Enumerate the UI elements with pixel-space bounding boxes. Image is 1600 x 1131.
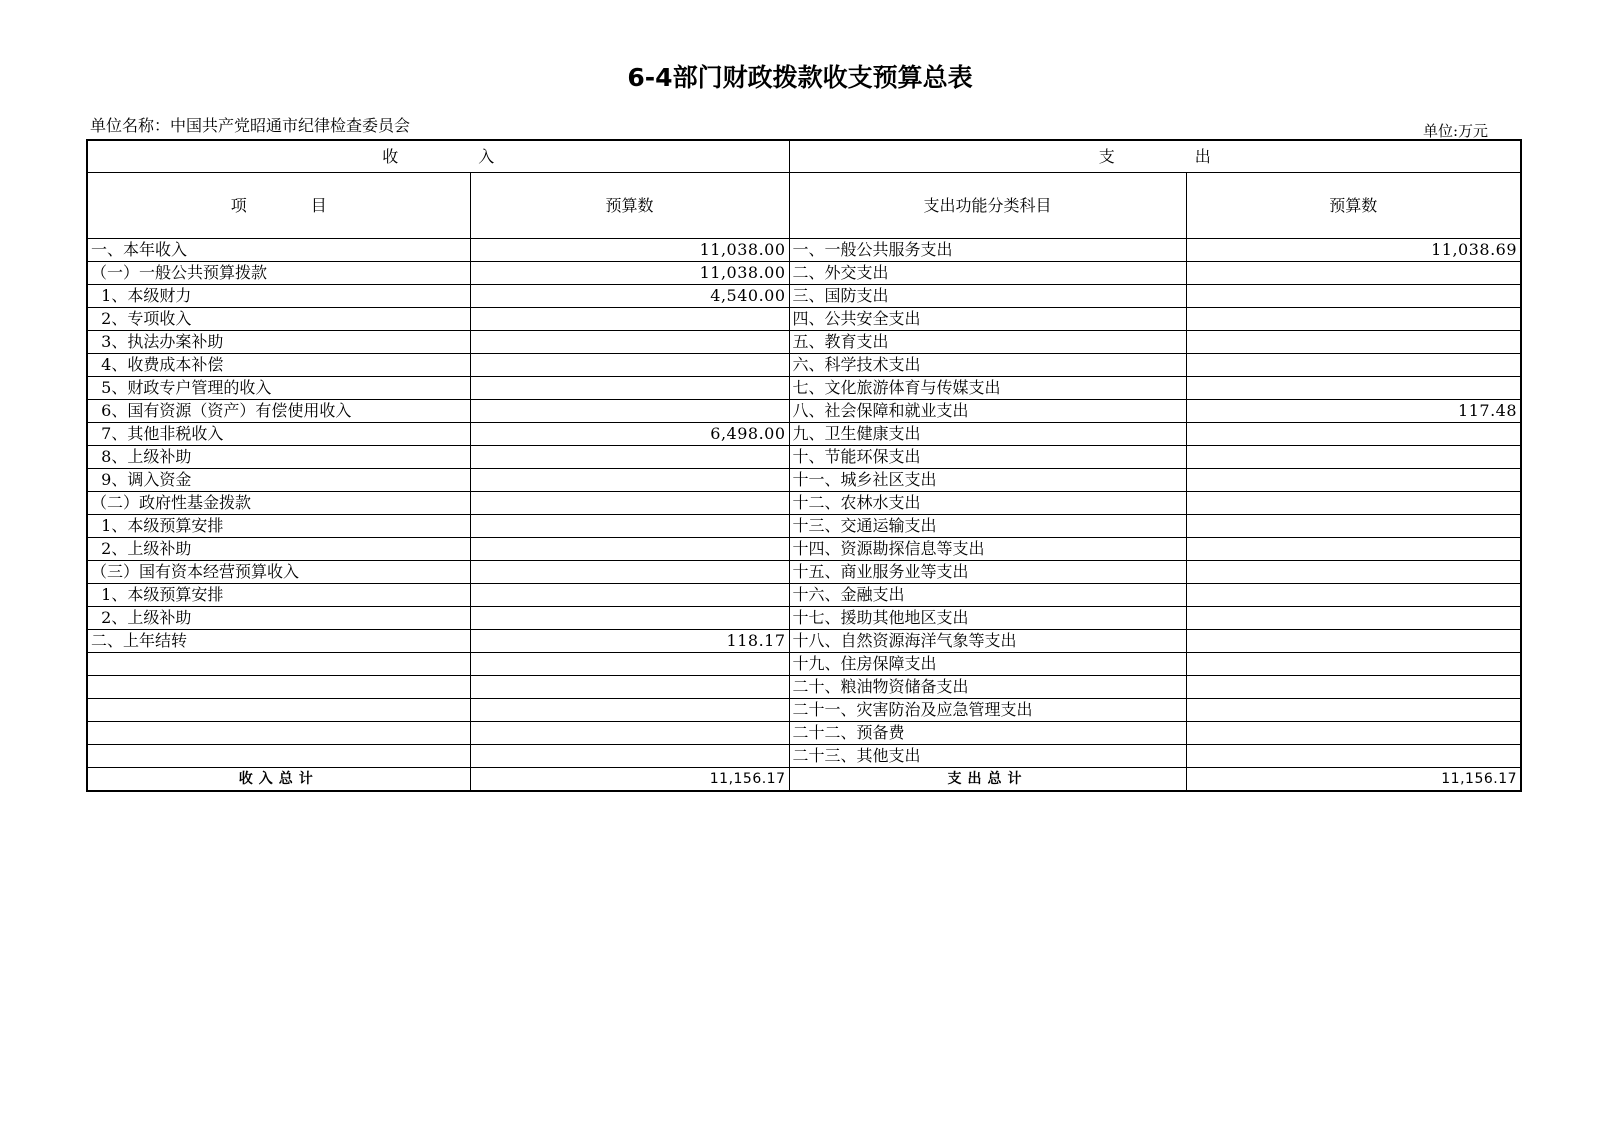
income-value-cell [470,722,789,745]
expense-value-cell [1186,745,1521,768]
header-row-columns [87,173,1521,239]
expense-header: 支 出 [789,140,1521,173]
page-title: 6-4部门财政拨款收支预算总表 [627,63,973,92]
table-row [87,584,1521,607]
income-value-cell [470,469,789,492]
function-header: 支出功能分类科目 [789,173,1186,239]
income-value-cell: 11,038.00 [470,262,789,285]
income-header: 收 入 [87,140,789,173]
table-row [87,722,1521,745]
expense-item-cell: 一、一般公共服务支出 [789,239,1186,262]
income-item-cell [87,722,470,745]
expense-value-cell [1186,561,1521,584]
income-item-cell: 2、上级补助 [87,607,470,630]
table-row [87,676,1521,699]
income-item-cell: 1、本级预算安排 [87,515,470,538]
income-item-cell: （二）政府性基金拨款 [87,492,470,515]
totals-row [87,768,1521,792]
income-value-cell [470,584,789,607]
expense-item-cell: 二十二、预备费 [789,722,1186,745]
income-value-cell [470,561,789,584]
budget-table [86,139,1522,792]
income-item-cell: 2、上级补助 [87,538,470,561]
table-row [87,377,1521,400]
income-item-cell: 8、上级补助 [87,446,470,469]
income-item-cell: （三）国有资本经营预算收入 [87,561,470,584]
expense-item-cell: 二、外交支出 [789,262,1186,285]
income-item-cell: （一）一般公共预算拨款 [87,262,470,285]
expense-item-cell: 九、卫生健康支出 [789,423,1186,446]
expense-value-cell [1186,446,1521,469]
table-row [87,446,1521,469]
table-row [87,469,1521,492]
expense-item-cell: 十七、援助其他地区支出 [789,607,1186,630]
income-value-cell [470,377,789,400]
expense-value-cell [1186,469,1521,492]
income-value-cell [470,676,789,699]
income-item-cell: 一、本年收入 [87,239,470,262]
table-row [87,492,1521,515]
table-row [87,538,1521,561]
income-item-cell: 3、执法办案补助 [87,331,470,354]
table-row [87,653,1521,676]
expense-value-cell [1186,492,1521,515]
expense-item-cell: 四、公共安全支出 [789,308,1186,331]
income-item-cell: 二、上年结转 [87,630,470,653]
table-row [87,285,1521,308]
expense-value-cell [1186,722,1521,745]
income-value-cell [470,538,789,561]
income-value-cell [470,607,789,630]
income-value-cell: 4,540.00 [470,285,789,308]
expense-item-cell: 十二、农林水支出 [789,492,1186,515]
income-value-cell [470,331,789,354]
income-value-cell [470,492,789,515]
expense-item-cell: 十九、住房保障支出 [789,653,1186,676]
income-item-cell [87,653,470,676]
income-value-cell [470,745,789,768]
expense-value-cell [1186,308,1521,331]
expense-value-cell [1186,354,1521,377]
income-item-cell: 1、本级财力 [87,285,470,308]
income-item-cell: 5、财政专户管理的收入 [87,377,470,400]
income-total-label: 收入总计 [87,768,470,792]
income-value-cell [470,699,789,722]
income-value-cell [470,400,789,423]
income-item-cell: 1、本级预算安排 [87,584,470,607]
expense-value-cell [1186,538,1521,561]
expense-item-cell: 五、教育支出 [789,331,1186,354]
table-row [87,745,1521,768]
income-value-cell: 6,498.00 [470,423,789,446]
table-row [87,262,1521,285]
expense-value-cell [1186,423,1521,446]
income-item-cell [87,745,470,768]
expense-value-cell [1186,607,1521,630]
income-value-cell [470,354,789,377]
income-item-cell: 9、调入资金 [87,469,470,492]
table-row [87,607,1521,630]
expense-value-cell: 11,038.69 [1186,239,1521,262]
budget-header-2: 预算数 [1186,173,1521,239]
income-item-cell: 7、其他非税收入 [87,423,470,446]
expense-value-cell [1186,377,1521,400]
income-item-cell: 2、专项收入 [87,308,470,331]
table-row [87,515,1521,538]
expense-value-cell [1186,285,1521,308]
table-row [87,423,1521,446]
unit-name: 单位名称：中国共产党昭通市纪律检查委员会 [90,116,411,135]
income-value-cell: 11,038.00 [470,239,789,262]
income-value-cell [470,308,789,331]
expense-item-cell: 十六、金融支出 [789,584,1186,607]
expense-item-cell: 八、社会保障和就业支出 [789,400,1186,423]
expense-item-cell: 六、科学技术支出 [789,354,1186,377]
income-value-cell [470,515,789,538]
expense-total-value: 11,156.17 [1186,768,1521,792]
unit-label: 单位:万元 [1422,122,1488,140]
expense-item-cell: 十、节能环保支出 [789,446,1186,469]
expense-item-cell: 二十、粮油物资储备支出 [789,676,1186,699]
expense-item-cell: 七、文化旅游体育与传媒支出 [789,377,1186,400]
income-value-cell [470,653,789,676]
table-row [87,630,1521,653]
table-row [87,699,1521,722]
expense-item-cell: 三、国防支出 [789,285,1186,308]
income-item-cell: 4、收费成本补偿 [87,354,470,377]
income-item-cell [87,676,470,699]
expense-item-cell: 二十一、灾害防治及应急管理支出 [789,699,1186,722]
expense-item-cell: 十三、交通运输支出 [789,515,1186,538]
table-row [87,354,1521,377]
header-row-top [87,140,1521,173]
income-value-cell: 118.17 [470,630,789,653]
expense-item-cell: 十五、商业服务业等支出 [789,561,1186,584]
budget-header: 预算数 [470,173,789,239]
table-row [87,239,1521,262]
expense-value-cell [1186,699,1521,722]
expense-value-cell [1186,653,1521,676]
table-row [87,308,1521,331]
table-row [87,400,1521,423]
expense-value-cell [1186,262,1521,285]
expense-item-cell: 十四、资源勘探信息等支出 [789,538,1186,561]
expense-value-cell [1186,515,1521,538]
income-item-cell: 6、国有资源（资产）有偿使用收入 [87,400,470,423]
income-item-cell [87,699,470,722]
expense-value-cell [1186,331,1521,354]
expense-value-cell: 117.48 [1186,400,1521,423]
expense-item-cell: 十八、自然资源海洋气象等支出 [789,630,1186,653]
expense-total-label: 支出总计 [789,768,1186,792]
expense-value-cell [1186,584,1521,607]
income-total-value: 11,156.17 [470,768,789,792]
table-row [87,561,1521,584]
expense-value-cell [1186,676,1521,699]
table-row [87,331,1521,354]
income-value-cell [470,446,789,469]
item-header: 项 目 [87,173,470,239]
expense-item-cell: 十一、城乡社区支出 [789,469,1186,492]
expense-item-cell: 二十三、其他支出 [789,745,1186,768]
expense-value-cell [1186,630,1521,653]
